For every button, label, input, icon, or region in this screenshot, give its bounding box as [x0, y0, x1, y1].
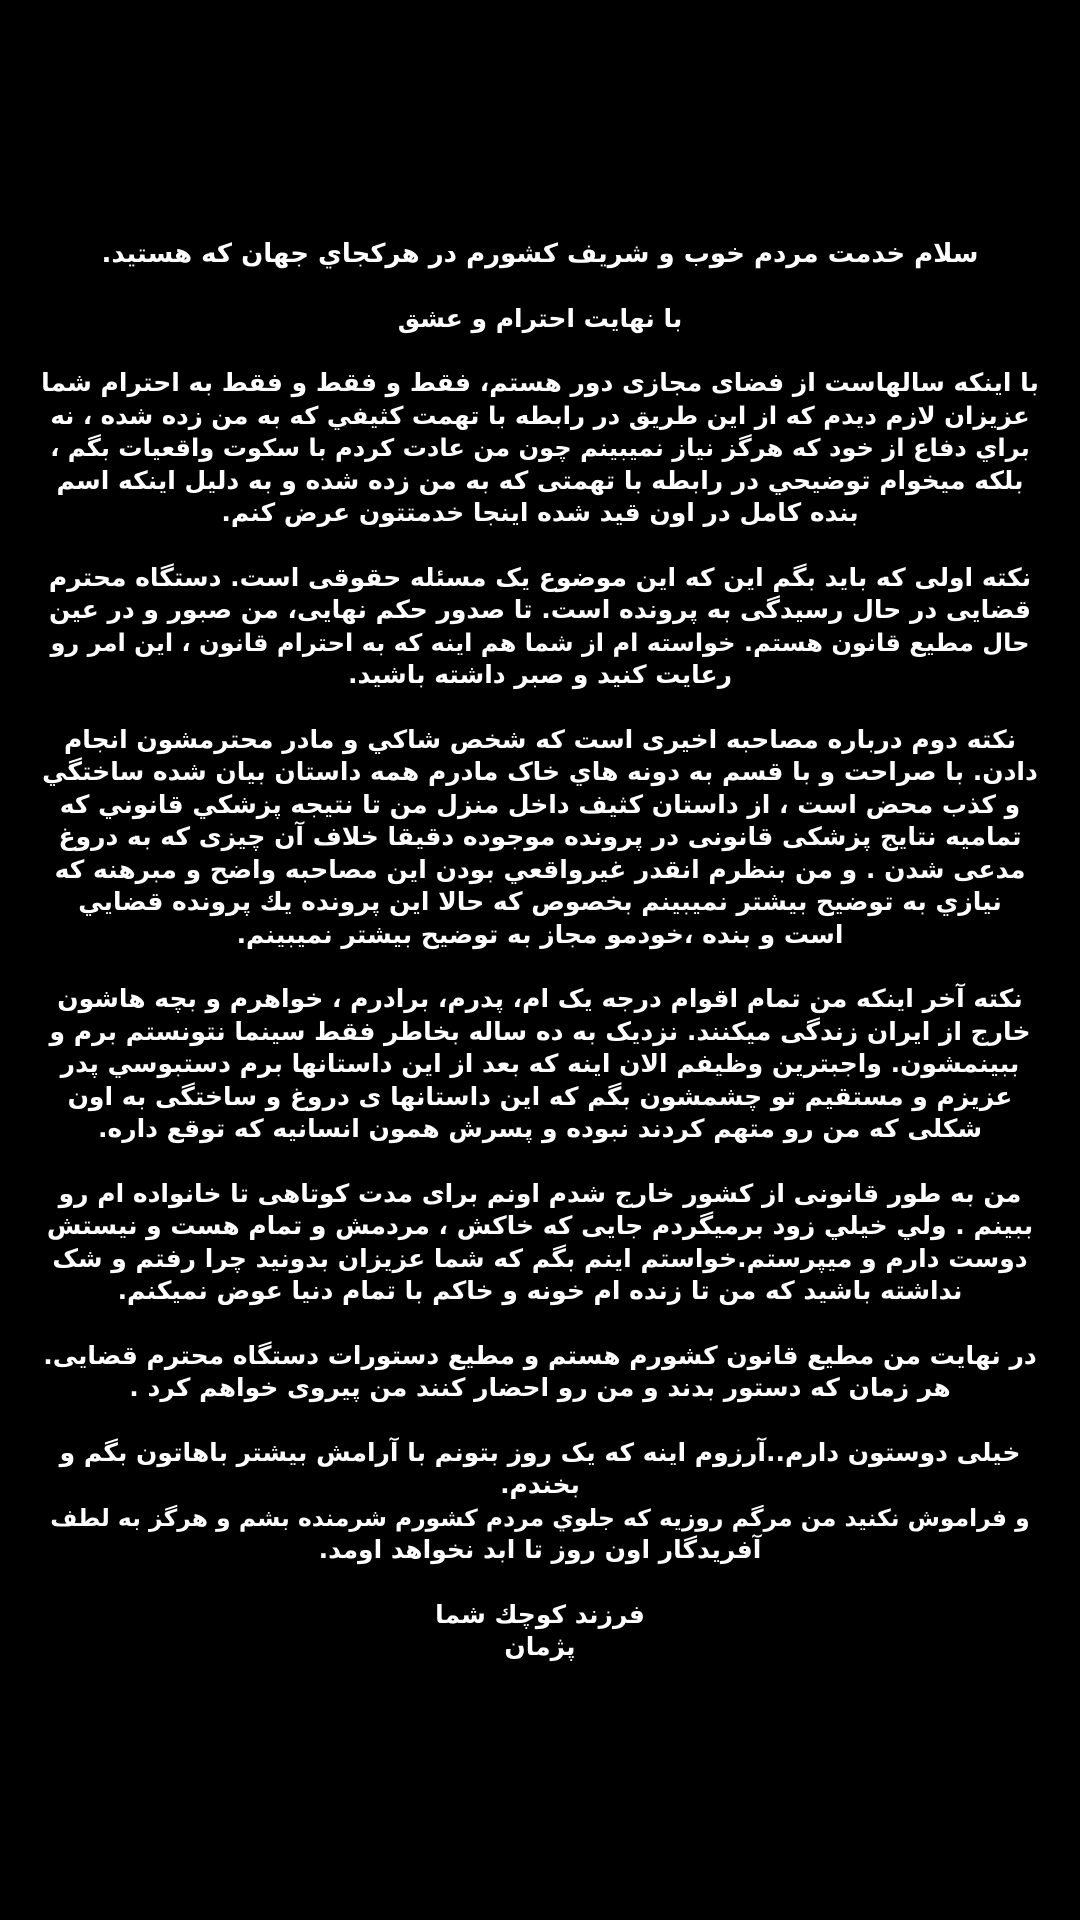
- text-line: ببینمشون. واجبترین وظیفم الان اینه که بعد از این داستانها برم دستبوسي پدر: [60, 1049, 1020, 1078]
- signature: [40, 1599, 1040, 1664]
- text-line: نداشته باشید که من تا زنده ام خونه و خاکم با تمام دنیا عوض نمیکنم.: [117, 1276, 963, 1305]
- last-point-paragraph: [40, 983, 1040, 1146]
- text-line: بلکه میخوام توضیحي در رابطه با تهمتی که به من زده شده و به دلیل اینکه اسم: [56, 465, 1024, 495]
- text-line: براي دفاع از خود که هرگز نیاز نمیبینم چون من عادت کردم با سکوت واقعیات بگم ،: [50, 434, 1030, 462]
- text-line: دوست دارم و میپرستم.خواستم اینم بگم که شما عزیزان بدونید چرا رفتم و شک: [52, 1243, 1028, 1273]
- signature-name: پژمان: [504, 1632, 576, 1661]
- text-line: سلام خدمت مردم خوب و شریف کشورم در هرکجاي جهان که هستید.: [101, 239, 979, 269]
- text-line: نکته اولی که باید بگم این که این موضوع یک مسئله حقوقی است. دستگاه محترم: [48, 562, 1032, 592]
- text-line: نکته آخر اینکه من تمام اقوام درجه یک ام، پدرم، برادرم ، خواهرم و بچه هاشون: [57, 984, 1023, 1013]
- closing-paragraph: [40, 1437, 1040, 1567]
- text-line: بنده کامل در اون قید شده اینجا خدمتتون عرض کنم.: [221, 498, 859, 527]
- story-text: [40, 238, 1040, 1696]
- text-line: خارج از ایران زندگی میکنند. نزدیک به ده ساله بخاطر فقط سینما نتونستم برم و: [49, 1016, 1031, 1046]
- text-line: ببینم . ولي خیلي زود برمیگردم جایی که خاکش ، مردمش و تمام هست و نیستش: [46, 1211, 1034, 1240]
- salutation: [40, 303, 1040, 336]
- text-line: و فراموش نکنید من مرگم روزیه که جلوي مردم کشورم شرمنده بشم و هرگز به لطف: [50, 1503, 1030, 1532]
- text-line: عزیزان لازم دیدم که از این طریق در رابطه با تهمت کثیفي که به من زده شده ، نه: [50, 400, 1030, 430]
- text-line: نکته دوم درباره مصاحبه اخیری است که شخص شاکي و مادر محترمشون انجام: [63, 724, 1017, 754]
- text-line: در نهایت من مطیع قانون کشورم هستم و مطیع دستورات دستگاه محترم قضایی.: [43, 1340, 1037, 1370]
- text-line: دادن. با صراحت و با قسم به دونه هاي خاک مادرم همه داستان بیان شده ساختگي: [42, 757, 1038, 786]
- text-line: است و بنده ،خودمو مجاز به توضیح بیشتر نمیبینم.: [236, 919, 844, 949]
- intro-paragraph: [40, 367, 1040, 530]
- text-line: و کذب محض است ، از داستان کثیف داخل منزل من تا نتیجه پزشکي قانوني که: [59, 789, 1021, 819]
- text-line: با نهایت احترام و عشق: [397, 303, 683, 333]
- text-line: بخندم.: [500, 1470, 580, 1499]
- text-line: قضایی در حال رسیدگی به پرونده است. تا صدور حکم نهایی، من صبور و در عین: [49, 595, 1031, 624]
- text-line: با اینکه سالهاست از فضای مجازی دور هستم، فقط و فقط و فقط به احترام شما: [41, 368, 1039, 397]
- first-point-paragraph: [40, 562, 1040, 692]
- signature-line: فرزند کوچك شما: [435, 1599, 645, 1629]
- text-line: نیازي به توضیح بیشتر نمیبینم بخصوص که حالا این پرونده یك پرونده قضایي: [78, 887, 1002, 916]
- second-point-paragraph: [40, 724, 1040, 952]
- greeting: [40, 238, 1040, 271]
- text-line: هر زمان که دستور بدند و من رو احضار کنند من پیروی خواهم کرد .: [129, 1373, 951, 1402]
- text-line: آفریدگار اون روز تا ابد نخواهد اومد.: [318, 1535, 762, 1564]
- text-line: خیلی دوستون دارم..آرزوم اینه که یک روز بتونم با آرامش بیشتر باهاتون بگم و: [59, 1437, 1021, 1467]
- conclusion-paragraph: [40, 1340, 1040, 1405]
- text-line: مدعی شدن . و من بنظرم انقدر غیرواقعي بودن این مصاحبه واضح و مبرهنه که: [54, 854, 1026, 884]
- text-line: شکلی که من رو متهم کردند نبوده و پسرش همون انسانیه که توقع داره.: [97, 1114, 983, 1143]
- text-line: عزیزم و مستقیم تو چشمشون بگم که این داستانها ی دروغ و ساختگی به اون: [67, 1081, 1013, 1111]
- text-line: من به طور قانونی از کشور خارج شدم اونم برای مدت کوتاهی تا خانواده ام رو: [58, 1178, 1022, 1208]
- text-line: رعایت کنید و صبر داشته باشید.: [348, 660, 732, 689]
- travel-paragraph: [40, 1178, 1040, 1308]
- text-line: تمامیه نتایج پزشکی قانونی در پرونده موجوده دقیقا خلاف آن چیزی که به دروغ: [58, 822, 1022, 851]
- text-line: حال مطیع قانون هستم. خواسته ام از شما هم اینه که به احترام قانون ، این امر رو: [50, 628, 1030, 657]
